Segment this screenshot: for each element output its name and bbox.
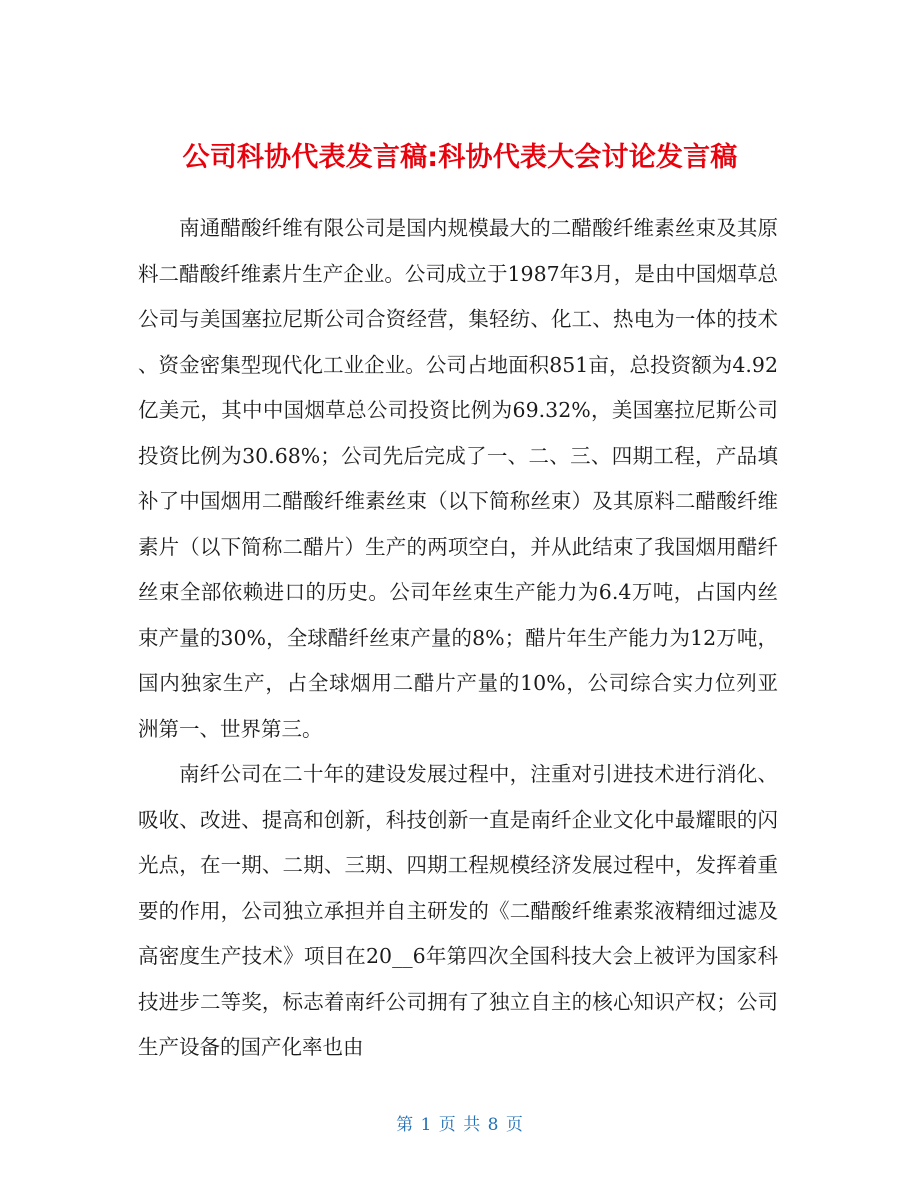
paragraph-tech-innovation: 南纤公司在二十年的建设发展过程中，注重对引进技术进行消化、吸收、改进、提高和创新，科技创新一直是南纤企业文化中最耀眼的闪光点，在一期、二期、三期、四期工程规模经济发展过程中，发挥着重要的作用，公司独立承担并自主研发的《二醋酸纤维素浆液精细过滤及高密度生产技术》项目在20__6年第四次全国科技大会上被评为国家科技进步二等奖，标志着南纤公司拥有了独立自主的核心知识产权；公司生产设备的国产化率也由 [138,762,778,1059]
document-body [138,206,778,1071]
page-number-footer: 第 1 页 共 8 页 [396,1115,524,1135]
paragraph-company-intro: 南通醋酸纤维有限公司是国内规模最大的二醋酸纤维素丝束及其原料二醋酸纤维素片生产企业。公司成立于1987年3月，是由中国烟草总公司与美国塞拉尼斯公司合资经营，集轻纺、化工、热电为一体的技术、资金密集型现代化工业企业。公司占地面积851亩，总投资额为4.92亿美元，其中中国烟草总公司投资比例为69.32%，美国塞拉尼斯公司投资比例为30.68%；公司先后完成了一、二、三、四期工程，产品填补了中国烟用二醋酸纤维素丝束（以下简称丝束）及其原料二醋酸纤维素片（以下简称二醋片）生产的两项空白，并从此结束了我国烟用醋纤丝束全部依赖进口的历史。公司年丝束生产能力为6.4万吨，占国内丝束产量的30%，全球醋纤丝束产量的8%；醋片年生产能力为12万吨，国内独家生产，占全球烟用二醋片产量的10%，公司综合实力位列亚洲第一、世界第三。 [138,216,778,741]
document-title: 公司科协代表发言稿:科协代表大会讨论发言稿 [182,142,738,174]
